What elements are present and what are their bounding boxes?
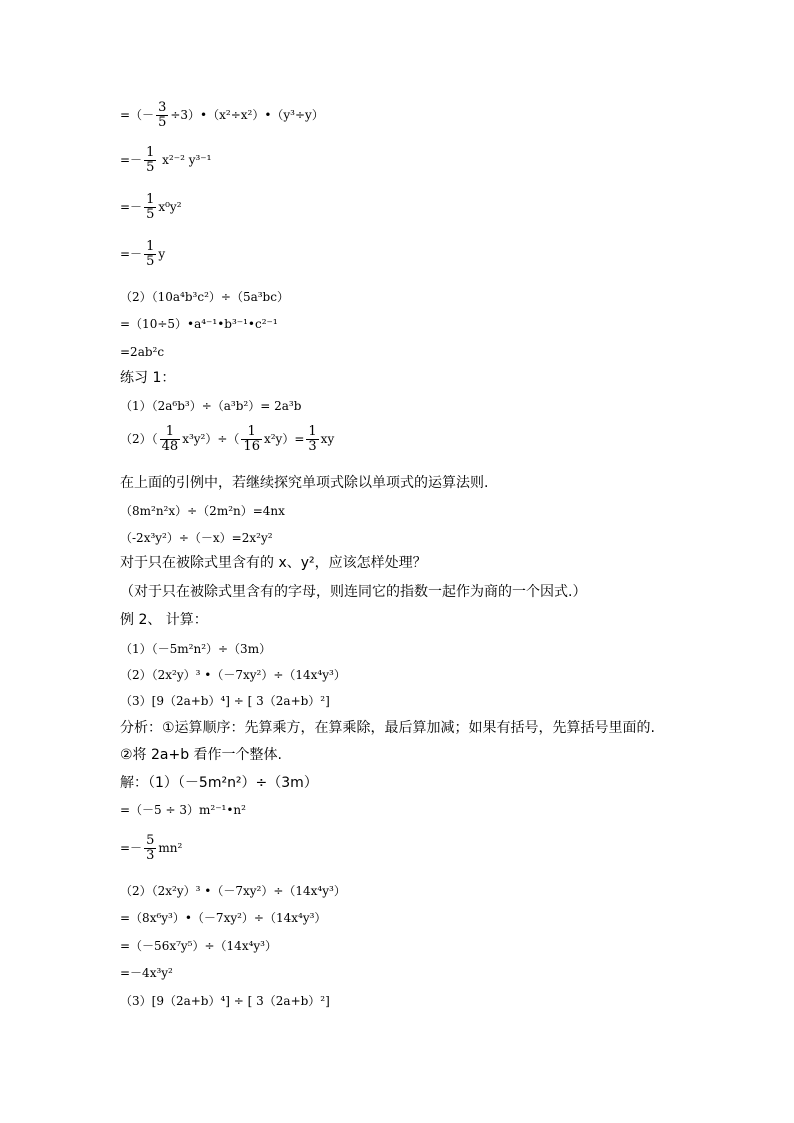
denominator: 5 [158, 115, 167, 130]
step-line-6: =（10÷5）•a⁴⁻¹•b³⁻¹•c²⁻¹ [120, 317, 278, 331]
fraction [144, 834, 156, 863]
step-line-4 [120, 240, 165, 269]
denominator: 48 [161, 439, 179, 454]
fraction [144, 193, 156, 222]
step-line-2 [120, 146, 211, 175]
denominator: 5 [146, 207, 155, 222]
expr-prefix: （2）（ [120, 432, 158, 446]
fraction [306, 425, 318, 454]
expr-middle: x³y²）÷（ [182, 432, 240, 446]
denominator: 3 [146, 848, 155, 863]
solution-line-8: （3）[9（2a+b）⁴] ÷ [ 3（2a+b）²] [120, 994, 330, 1008]
exercise-line-2 [120, 425, 334, 454]
example-heading: 例 2、 计算： [120, 612, 208, 628]
expr-prefix: =－ [120, 841, 143, 855]
fraction [144, 240, 156, 269]
exercise-heading: 练习 1： [120, 370, 176, 386]
denominator: 3 [308, 439, 317, 454]
solution-line-3 [120, 834, 182, 863]
paragraph: 在上面的引例中，若继续探究单项式除以单项式的运算法则. [120, 475, 489, 491]
question: 对于只在被除式里含有的 x、y²，应该怎样处理？ [120, 555, 427, 571]
solution-line-7: =－4x³y² [120, 966, 173, 980]
problem-line-1: （1）（－5m²n²）÷（3m） [120, 642, 272, 656]
numerator: 1 [160, 425, 181, 440]
solution-line-1: 解：（1）（－5m²n²）÷（3m） [120, 775, 318, 791]
denominator: 16 [243, 439, 260, 454]
numerator: 1 [241, 425, 262, 440]
expr-prefix: =－ [120, 153, 143, 167]
fraction [156, 101, 168, 130]
expr-prefix: =（－ [120, 108, 155, 122]
step-line-7: =2ab²c [120, 345, 165, 359]
fraction [144, 146, 156, 175]
expr-suffix: xy [320, 432, 335, 446]
exercise-line-1: （1）（2a⁶b³）÷（a³b²）= 2a³b [120, 399, 302, 413]
expr-suffix: x²⁻² y³⁻¹ [158, 153, 212, 167]
solution-line-2: =（－5 ÷ 3）m²⁻¹•n² [120, 803, 246, 817]
solution-line-4: （2）（2x²y）³ •（－7xy²）÷（14x⁴y³） [120, 884, 346, 898]
expr-prefix: =－ [120, 200, 143, 214]
analysis-line-2: ②将 2a+b 看作一个整体. [120, 747, 283, 763]
denominator: 5 [146, 160, 155, 175]
expr-suffix: ÷3）•（x²÷x²）•（y³÷y） [170, 108, 324, 122]
step-line-3 [120, 193, 182, 222]
example-line: （-2x³y²）÷（－x）=2x²y² [120, 531, 273, 545]
problem-line-2: （2）（2x²y）³ •（－7xy²）÷（14x⁴y³） [120, 668, 346, 682]
step-line-5: （2）（10a⁴b³c²）÷（5a³bc） [120, 290, 289, 304]
numerator: 5 [146, 833, 155, 848]
fraction [160, 425, 181, 454]
numerator: 3 [158, 100, 167, 115]
expr-prefix: =－ [120, 247, 143, 261]
expr-middle: x²y）= [263, 432, 305, 446]
expr-suffix: x⁰y² [158, 200, 182, 214]
denominator: 5 [146, 254, 155, 269]
problem-line-3: （3）[9（2a+b）⁴] ÷ [ 3（2a+b）²] [120, 694, 330, 708]
answer-note: （对于只在被除式里含有的字母，则连同它的指数一起作为商的一个因式.） [120, 584, 587, 600]
solution-line-5: =（8x⁶y³）•（－7xy²）÷（14x⁴y³） [120, 911, 327, 925]
fraction [241, 425, 262, 454]
analysis-line-1: 分析：①运算顺序：先算乘方，在算乘除，最后算加减；如果有括号，先算括号里面的. [120, 720, 655, 736]
numerator: 1 [308, 424, 317, 439]
expr-suffix: mn² [158, 841, 183, 855]
numerator: 1 [146, 192, 155, 207]
example-line: （8m²n²x）÷（2m²n）=4nx [120, 504, 285, 518]
step-line-1 [120, 101, 324, 130]
solution-line-6: =（－56x⁷y⁵）÷（14x⁴y³） [120, 939, 277, 953]
numerator: 1 [146, 145, 155, 160]
numerator: 1 [146, 239, 155, 254]
expr-suffix: y [158, 247, 166, 261]
